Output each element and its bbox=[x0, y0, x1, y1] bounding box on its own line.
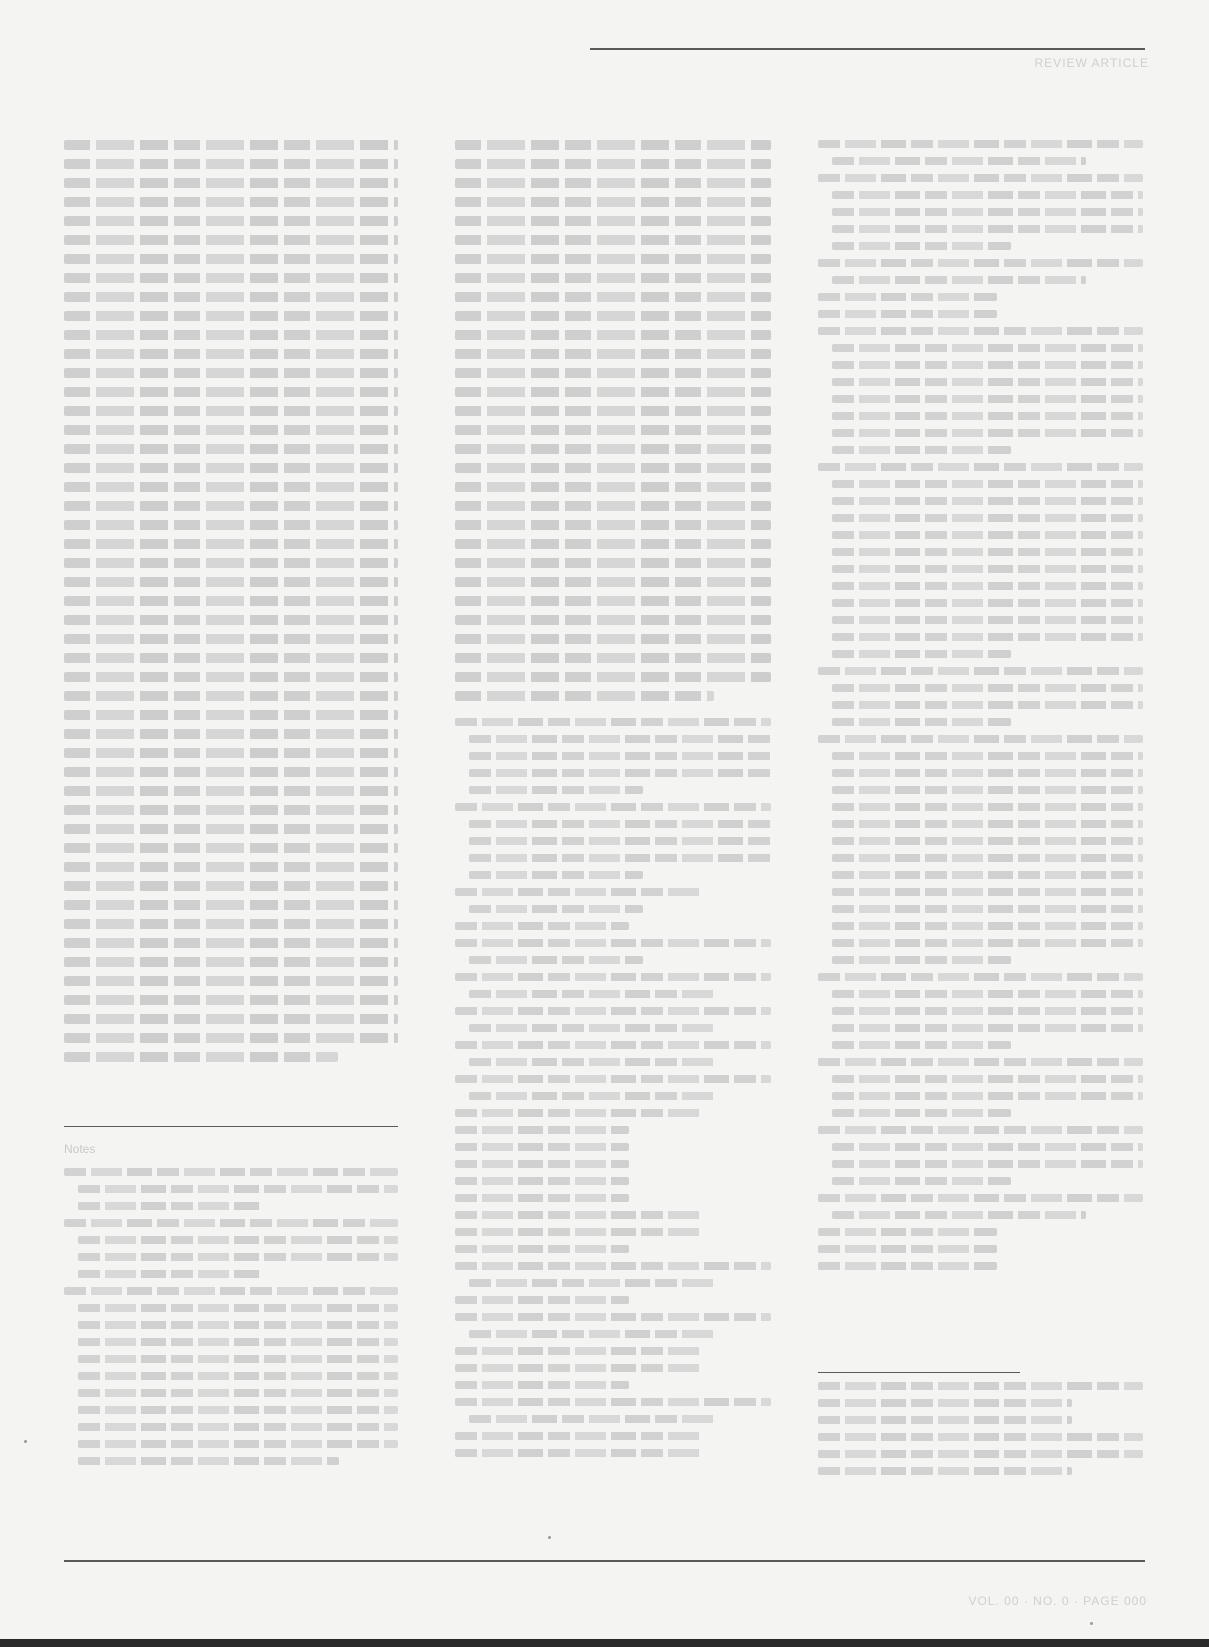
header-rule bbox=[590, 48, 1145, 50]
footer-rule bbox=[64, 1560, 1145, 1562]
scan-speck bbox=[24, 1440, 27, 1443]
author-info-rule bbox=[818, 1372, 1020, 1373]
running-head: REVIEW ARTICLE bbox=[1034, 56, 1149, 70]
notes-column-3 bbox=[818, 140, 1143, 1279]
notes-label: Notes bbox=[64, 1142, 96, 1156]
body-text-column-1 bbox=[64, 140, 398, 1071]
notes-rule bbox=[64, 1126, 398, 1127]
footer-page-reference: VOL. 00 · NO. 0 · PAGE 000 bbox=[968, 1594, 1147, 1608]
author-info-block bbox=[818, 1382, 1143, 1484]
notes-column-2 bbox=[455, 718, 771, 1466]
scan-speck bbox=[548, 1536, 551, 1539]
notes-column-1 bbox=[64, 1132, 398, 1474]
scan-bottom-edge bbox=[0, 1639, 1209, 1647]
scan-speck bbox=[1090, 1622, 1093, 1625]
body-text-column-2 bbox=[455, 140, 771, 710]
